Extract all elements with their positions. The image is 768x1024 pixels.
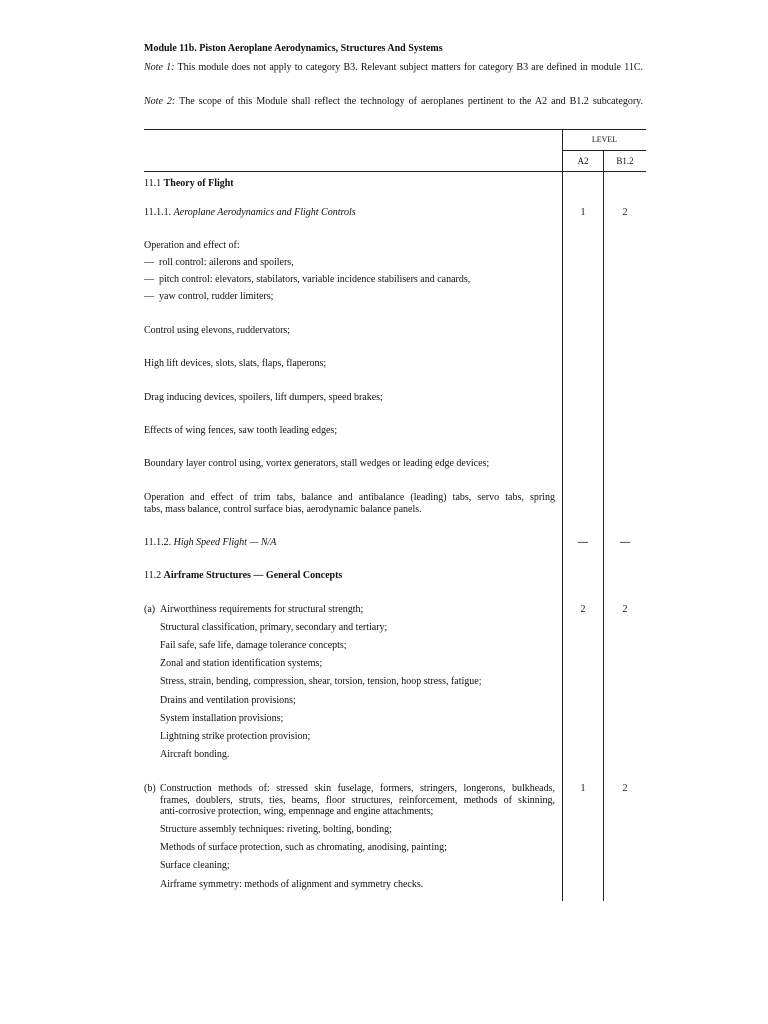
section-title: Theory of Flight [163,178,234,189]
level-a2-11-1-1: 1 [580,207,586,218]
level-a2-sub-b: 1 [580,783,586,794]
note-2 [144,96,643,108]
ops-item [144,257,294,269]
section-number: 11.1 [144,178,162,189]
level-divider-rule [563,150,646,151]
level-b12-11-1-2: — [620,537,630,548]
note-1 [144,62,643,74]
sub-a-item: Structural classification, primary, secondary and tertiary; [160,622,388,633]
dash: — [144,291,154,302]
section-title: High Speed Flight — N/A [173,537,277,548]
level-b12-11-1-1: 2 [622,207,628,218]
section-11-1-heading [144,178,234,190]
sub-a-item: Drains and ventilation provisions; [160,695,296,706]
section-number: 11.1.2. [144,537,172,548]
table-header-rule [144,171,646,172]
note-2-label: Note 2: [144,96,176,107]
section-11-1-1-heading [144,207,356,219]
ops-item [144,291,273,303]
sub-a-item: System installation provisions; [160,713,284,724]
table-top-rule [144,129,646,130]
note-1-label: Note 1: [144,62,175,73]
paragraph-trim-tabs-line-1: Operation and effect of trim tabs, balance and antibalance (leading) tabs, servo tabs, spring [144,492,555,503]
level-a2-11-1-2: — [578,537,588,548]
sub-b-intro-line: Construction methods of: stressed skin fuselage, formers, stringers, longerons, bulkheads, [160,783,555,794]
sub-b-label: (b) [144,783,156,794]
level-a2-sub-a: 2 [580,604,586,615]
note-1-text: This module does not apply to category B3. Relevant subject matters for category B3 are defined in module 11C. [174,62,644,73]
ops-intro: Operation and effect of: [144,240,240,251]
ops-item-text: yaw control, rudder limiters; [159,291,274,302]
level-b12-sub-b: 2 [622,783,628,794]
sub-a-item: Lightning strike protection provision; [160,731,311,742]
dash: — [144,274,154,285]
column-header-b12: B1.2 [616,156,634,166]
ops-item [144,274,470,286]
sub-b-item: Methods of surface protection, such as chromating, anodising, painting; [160,842,447,853]
paragraph-high-lift: High lift devices, slots, slats, flaps, flaperons; [144,358,327,369]
ops-item-text: roll control: ailerons and spoilers, [159,257,294,268]
paragraph-trim-tabs-line-2: tabs, mass balance, control surface bias, aerodynamic balance panels. [144,504,422,515]
section-number: 11.1.1. [144,207,172,218]
sub-a-item: Fail safe, safe life, damage tolerance concepts; [160,640,347,651]
sub-b-intro-line: anti-corrosive protection, wing, empennage and engine attachments; [160,806,434,817]
paragraph-drag: Drag inducing devices, spoilers, lift dumpers, speed brakes; [144,392,383,403]
level-b12-sub-a: 2 [622,604,628,615]
section-title: Airframe Structures — General Concepts [163,570,343,581]
module-title: Module 11b. Piston Aeroplane Aerodynamics, Structures And Systems [144,43,443,54]
sub-a-item: Aircraft bonding. [160,749,230,760]
sub-a-item: Zonal and station identification systems; [160,658,323,669]
paragraph-elevons: Control using elevons, ruddervators; [144,325,291,336]
sub-b-intro-line: frames, doublers, struts, ties, beams, floor structures, reinforcement, methods of skinning, [160,795,555,806]
section-11-2-heading [144,570,342,582]
ops-item-text: pitch control: elevators, stabilators, variable incidence stabilisers and canards, [159,274,471,285]
paragraph-boundary-layer: Boundary layer control using, vortex generators, stall wedges or leading edge devices; [144,458,490,469]
section-number: 11.2 [144,570,162,581]
sub-b-item: Surface cleaning; [160,860,230,871]
sub-b-item: Airframe symmetry: methods of alignment and symmetry checks. [160,879,424,890]
paragraph-wing-fences: Effects of wing fences, saw tooth leading edges; [144,425,338,436]
level-header: LEVEL [591,135,618,144]
section-title: Aeroplane Aerodynamics and Flight Controls [173,207,356,218]
column-header-a2: A2 [577,156,589,166]
sub-a-item: Stress, strain, bending, compression, shear, torsion, tension, hoop stress, fatigue; [160,676,482,687]
dash: — [144,257,154,268]
section-11-1-2-heading [144,537,276,549]
sub-b-item: Structure assembly techniques: riveting, bolting, bonding; [160,824,392,835]
note-2-text: The scope of this Module shall reflect the technology of aeroplanes pertinent to the A2 and B1.2 subcategory. [175,96,643,107]
sub-a-label: (a) [144,604,156,615]
sub-a-item: Airworthiness requirements for structural strength; [160,604,364,615]
